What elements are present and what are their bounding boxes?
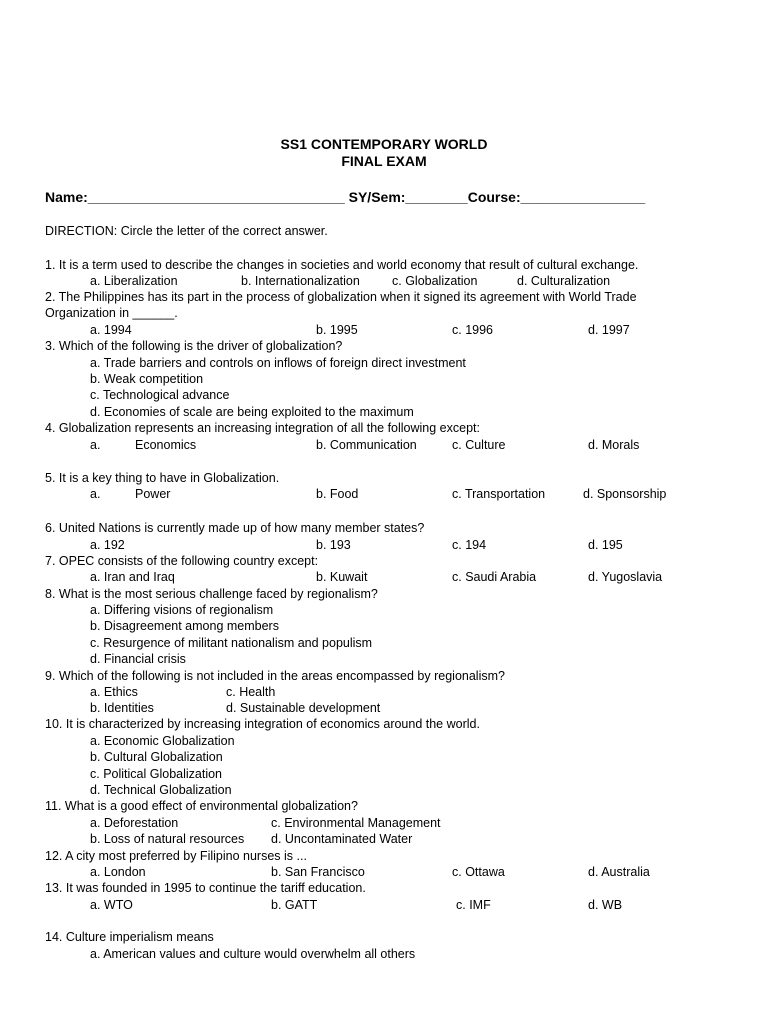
q13-option-d[interactable]: d. WB: [588, 898, 623, 912]
exam-subtitle: FINAL EXAM: [341, 153, 427, 169]
q10-option-c[interactable]: c. Political Globalization: [90, 767, 223, 781]
q4-option-a[interactable]: a.: [90, 438, 101, 452]
q3-option-d[interactable]: d. Economies of scale are being exploited to the maximum: [90, 405, 414, 419]
q4-option-c[interactable]: c. Culture: [452, 438, 506, 452]
q6-option-b[interactable]: b. 193: [316, 538, 351, 552]
q8-option-c[interactable]: c. Resurgence of militant nationalism and populism: [90, 636, 373, 650]
q6-option-d[interactable]: d. 195: [588, 538, 623, 552]
q14-option-a[interactable]: a. American values and culture would overwhelm all others: [90, 947, 416, 961]
direction-text: DIRECTION: Circle the letter of the correct answer.: [45, 224, 328, 238]
q11-option-d[interactable]: d. Uncontaminated Water: [271, 832, 413, 846]
q9-option-c[interactable]: c. Health: [226, 685, 276, 699]
q4-option-a-text[interactable]: Economics: [135, 438, 197, 452]
q5-option-a-text[interactable]: Power: [135, 487, 171, 501]
q12-option-a[interactable]: a. London: [90, 865, 146, 879]
q12-option-d[interactable]: d. Australia: [588, 865, 650, 879]
q4-option-b[interactable]: b. Communication: [316, 438, 417, 452]
q13-option-c[interactable]: c. IMF: [456, 898, 491, 912]
q3-option-c[interactable]: c. Technological advance: [90, 388, 230, 402]
q2-option-c[interactable]: c. 1996: [452, 323, 494, 337]
q2-option-a[interactable]: a. 1994: [90, 323, 132, 337]
question-7: 7. OPEC consists of the following country except:: [45, 554, 319, 568]
q1-option-c[interactable]: c. Globalization: [392, 274, 478, 288]
q11-option-b[interactable]: b. Loss of natural resources: [90, 832, 245, 846]
q8-option-a[interactable]: a. Differing visions of regionalism: [90, 603, 274, 617]
q5-option-d[interactable]: d. Sponsorship: [583, 487, 667, 501]
q8-option-b[interactable]: b. Disagreement among members: [90, 619, 279, 633]
q6-option-a[interactable]: a. 192: [90, 538, 125, 552]
question-14: 14. Culture imperialism means: [45, 930, 214, 944]
q7-option-d[interactable]: d. Yugoslavia: [588, 570, 663, 584]
q9-option-d[interactable]: d. Sustainable development: [226, 701, 381, 715]
q9-option-b[interactable]: b. Identities: [90, 701, 154, 715]
q10-option-d[interactable]: d. Technical Globalization: [90, 783, 232, 797]
exam-title: SS1 CONTEMPORARY WORLD: [280, 136, 488, 152]
q5-option-c[interactable]: c. Transportation: [452, 487, 546, 501]
q9-option-a[interactable]: a. Ethics: [90, 685, 138, 699]
question-4: 4. Globalization represents an increasing integration of all the following except:: [45, 421, 480, 435]
question-2-cont: Organization in ______.: [45, 306, 178, 320]
q11-option-c[interactable]: c. Environmental Management: [271, 816, 441, 830]
q4-option-d[interactable]: d. Morals: [588, 438, 640, 452]
q13-option-a[interactable]: a. WTO: [90, 898, 133, 912]
question-9: 9. Which of the following is not included in the areas encompassed by regionalism?: [45, 669, 505, 683]
question-1: 1. It is a term used to describe the changes in societies and world economy that result of cultural exchange.: [45, 258, 639, 272]
question-13: 13. It was founded in 1995 to continue the tariff education.: [45, 881, 366, 895]
q7-option-a[interactable]: a. Iran and Iraq: [90, 570, 175, 584]
q5-option-b[interactable]: b. Food: [316, 487, 359, 501]
q1-option-b[interactable]: b. Internationalization: [241, 274, 360, 288]
question-5: 5. It is a key thing to have in Globalization.: [45, 471, 280, 485]
q10-option-b[interactable]: b. Cultural Globalization: [90, 750, 223, 764]
q10-option-a[interactable]: a. Economic Globalization: [90, 734, 235, 748]
q11-option-a[interactable]: a. Deforestation: [90, 816, 179, 830]
q1-option-a[interactable]: a. Liberalization: [90, 274, 178, 288]
q2-option-b[interactable]: b. 1995: [316, 323, 358, 337]
q1-option-d[interactable]: d. Culturalization: [517, 274, 611, 288]
question-11: 11. What is a good effect of environmental globalization?: [45, 799, 358, 813]
q8-option-d[interactable]: d. Financial crisis: [90, 652, 186, 666]
q6-option-c[interactable]: c. 194: [452, 538, 487, 552]
q2-option-d[interactable]: d. 1997: [588, 323, 630, 337]
q7-option-c[interactable]: c. Saudi Arabia: [452, 570, 537, 584]
q12-option-b[interactable]: b. San Francisco: [271, 865, 365, 879]
question-2: 2. The Philippines has its part in the process of globalization when it signed its agreement with World Trade: [45, 290, 637, 304]
q7-option-b[interactable]: b. Kuwait: [316, 570, 368, 584]
question-10: 10. It is characterized by increasing integration of economics around the world.: [45, 717, 480, 731]
question-3: 3. Which of the following is the driver of globalization?: [45, 339, 343, 353]
question-6: 6. United Nations is currently made up of how many member states?: [45, 521, 425, 535]
q5-option-a[interactable]: a.: [90, 487, 101, 501]
q3-option-a[interactable]: a. Trade barriers and controls on inflows of foreign direct investment: [90, 356, 466, 370]
student-info-line: Name:_________________________________ SY/Sem:________Course:________________: [45, 189, 646, 205]
q3-option-b[interactable]: b. Weak competition: [90, 372, 204, 386]
q12-option-c[interactable]: c. Ottawa: [452, 865, 505, 879]
question-8: 8. What is the most serious challenge faced by regionalism?: [45, 587, 378, 601]
question-12: 12. A city most preferred by Filipino nurses is ...: [45, 849, 307, 863]
q13-option-b[interactable]: b. GATT: [271, 898, 318, 912]
